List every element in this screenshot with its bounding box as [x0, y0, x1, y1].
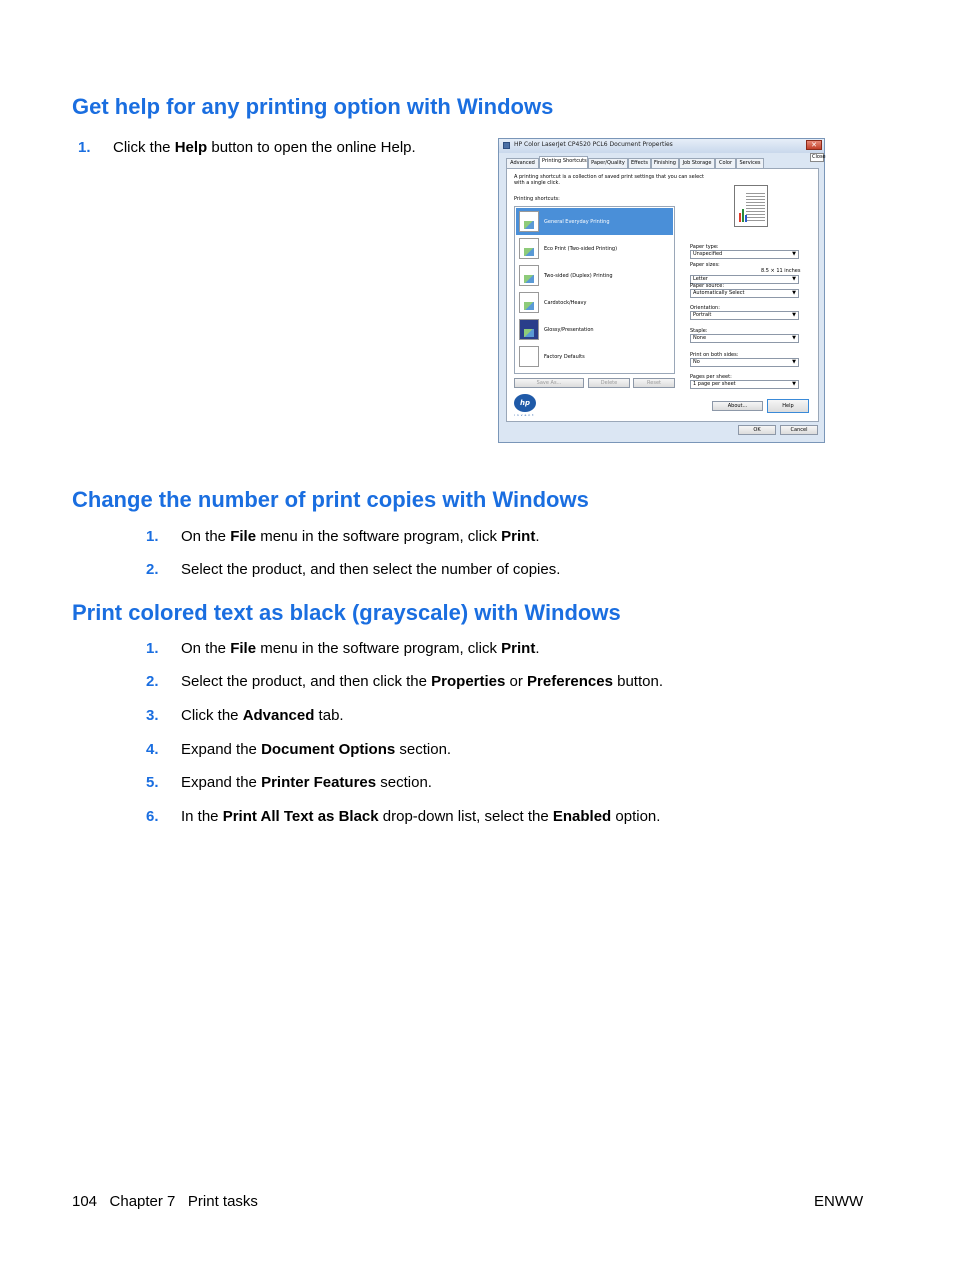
shortcuts-label: Printing shortcuts:	[514, 196, 560, 202]
document-thumbnail-icon	[519, 238, 539, 259]
step-number: 1.	[146, 640, 159, 657]
shortcut-item[interactable]: General Everyday Printing	[516, 208, 673, 235]
close-icon: ✕	[811, 141, 817, 149]
shortcut-item[interactable]: Eco Print (Two-sided Printing)	[516, 235, 673, 262]
step-text: On the File menu in the software program, click Print.	[181, 528, 540, 545]
document-thumbnail-icon	[519, 292, 539, 313]
chart-preview-icon	[739, 208, 749, 222]
tab-job-storage[interactable]: Job Storage	[679, 158, 715, 168]
paper-size-dimensions: 8.5 × 11 inches	[761, 268, 801, 274]
setting-dropdown[interactable]	[690, 380, 799, 389]
printing-shortcuts-panel	[506, 168, 819, 422]
setting-dropdown[interactable]	[690, 358, 799, 367]
reset-button[interactable]: Reset	[633, 378, 675, 388]
hp-logo: hp	[514, 394, 536, 412]
section-title-copies: Change the number of print copies with Windows	[72, 487, 589, 512]
printer-icon	[503, 142, 510, 149]
setting-label: Staple:	[690, 328, 708, 334]
step-text: Select the product, and then select the number of copies.	[181, 561, 561, 578]
setting-label: Print on both sides:	[690, 352, 739, 358]
step-text: On the File menu in the software program, click Print.	[181, 640, 540, 657]
step-text: In the Print All Text as Black drop-down list, select the Enabled option.	[181, 808, 661, 825]
page-preview	[734, 185, 768, 227]
section-title-grayscale: Print colored text as black (grayscale) with Windows	[72, 600, 621, 625]
page-footer-chapter: 104 Chapter 7 Print tasks	[72, 1193, 258, 1210]
step-grayscale-4	[146, 741, 786, 761]
close-button[interactable]	[806, 140, 822, 150]
document-thumbnail-icon	[519, 211, 539, 232]
step-text: Expand the Printer Features section.	[181, 774, 432, 791]
dialog-titlebar	[499, 139, 824, 153]
document-properties-dialog	[498, 138, 825, 443]
setting-value: Automatically Select	[693, 290, 745, 296]
setting-label: Paper source:	[690, 283, 725, 289]
tab-effects[interactable]: Effects	[628, 158, 651, 168]
setting-label: Paper sizes:	[690, 262, 720, 268]
page-footer-edition: ENWW	[814, 1193, 864, 1210]
cancel-button[interactable]: Cancel	[780, 425, 818, 435]
shortcut-list[interactable]	[514, 206, 675, 374]
tab-printing-shortcuts[interactable]: Printing Shortcuts	[539, 156, 588, 168]
step-copies-2	[146, 561, 746, 581]
setting-label: Orientation:	[690, 305, 720, 311]
section-title-help: Get help for any printing option with Windows	[72, 94, 554, 119]
step-help-1	[78, 139, 458, 159]
shortcut-item[interactable]: Factory Defaults	[516, 343, 673, 370]
setting-value: 1 page per sheet	[693, 381, 736, 387]
dropdown-arrow-icon: ▼	[792, 290, 796, 296]
step-grayscale-3	[146, 707, 786, 727]
blank-page-icon	[519, 346, 539, 367]
setting-dropdown[interactable]	[690, 334, 799, 343]
tab-finishing[interactable]: Finishing	[651, 158, 679, 168]
shortcut-intro: A printing shortcut is a collection of saved print settings that you can select with a single click.	[514, 174, 704, 186]
dropdown-arrow-icon: ▼	[792, 276, 796, 282]
step-text: Click the Advanced tab.	[181, 707, 344, 724]
about-button[interactable]: About...	[712, 401, 763, 411]
document-thumbnail-icon	[519, 265, 539, 286]
setting-value: Unspecified	[693, 251, 723, 257]
shortcut-item[interactable]: Glossy/Presentation	[516, 316, 673, 343]
setting-value: Portrait	[693, 312, 712, 318]
tab-services[interactable]: Services	[736, 158, 764, 168]
step-number: 3.	[146, 707, 159, 724]
setting-label: Paper type:	[690, 244, 719, 250]
step-number: 1.	[146, 528, 159, 545]
setting-value: No	[693, 359, 700, 365]
step-copies-1	[146, 528, 746, 548]
step-number: 5.	[146, 774, 159, 791]
dropdown-arrow-icon: ▼	[792, 335, 796, 341]
setting-dropdown[interactable]	[690, 311, 799, 320]
step-text: Expand the Document Options section.	[181, 741, 452, 758]
setting-value: None	[693, 335, 707, 341]
dropdown-arrow-icon: ▼	[792, 381, 796, 387]
shortcut-item[interactable]: Two-sided (Duplex) Printing	[516, 262, 673, 289]
ok-button[interactable]: OK	[738, 425, 776, 435]
hp-invent-tagline: invent	[514, 413, 536, 417]
shortcut-item[interactable]: Cardstock/Heavy	[516, 289, 673, 316]
dialog-title: HP Color LaserJet CP4520 PCL6 Document Properties	[514, 141, 673, 148]
tab-paper-quality[interactable]: Paper/Quality	[588, 158, 628, 168]
delete-button[interactable]: Delete	[588, 378, 630, 388]
step-grayscale-6	[146, 808, 786, 828]
dropdown-arrow-icon: ▼	[792, 359, 796, 365]
tab-advanced[interactable]: Advanced	[506, 158, 539, 168]
dropdown-arrow-icon: ▼	[792, 251, 796, 257]
step-text: Click the Help button to open the online Help.	[113, 139, 416, 156]
dropdown-arrow-icon: ▼	[792, 312, 796, 318]
document-thumbnail-icon	[519, 319, 539, 340]
setting-label: Pages per sheet:	[690, 374, 732, 380]
step-number: 1.	[78, 139, 91, 156]
tab-color[interactable]: Color	[715, 158, 736, 168]
step-number: 2.	[146, 561, 159, 578]
setting-value: Letter	[693, 276, 708, 282]
step-number: 4.	[146, 741, 159, 758]
step-text: Select the product, and then click the Properties or Preferences button.	[181, 673, 663, 690]
help-button[interactable]: Help	[767, 399, 809, 413]
step-grayscale-1	[146, 640, 786, 660]
setting-dropdown[interactable]	[690, 289, 799, 298]
setting-dropdown[interactable]	[690, 250, 799, 259]
step-number: 2.	[146, 673, 159, 690]
step-grayscale-5	[146, 774, 786, 794]
close-tooltip: Close	[812, 154, 826, 160]
save-as-button[interactable]: Save As...	[514, 378, 584, 388]
step-grayscale-2	[146, 673, 786, 693]
step-number: 6.	[146, 808, 159, 825]
